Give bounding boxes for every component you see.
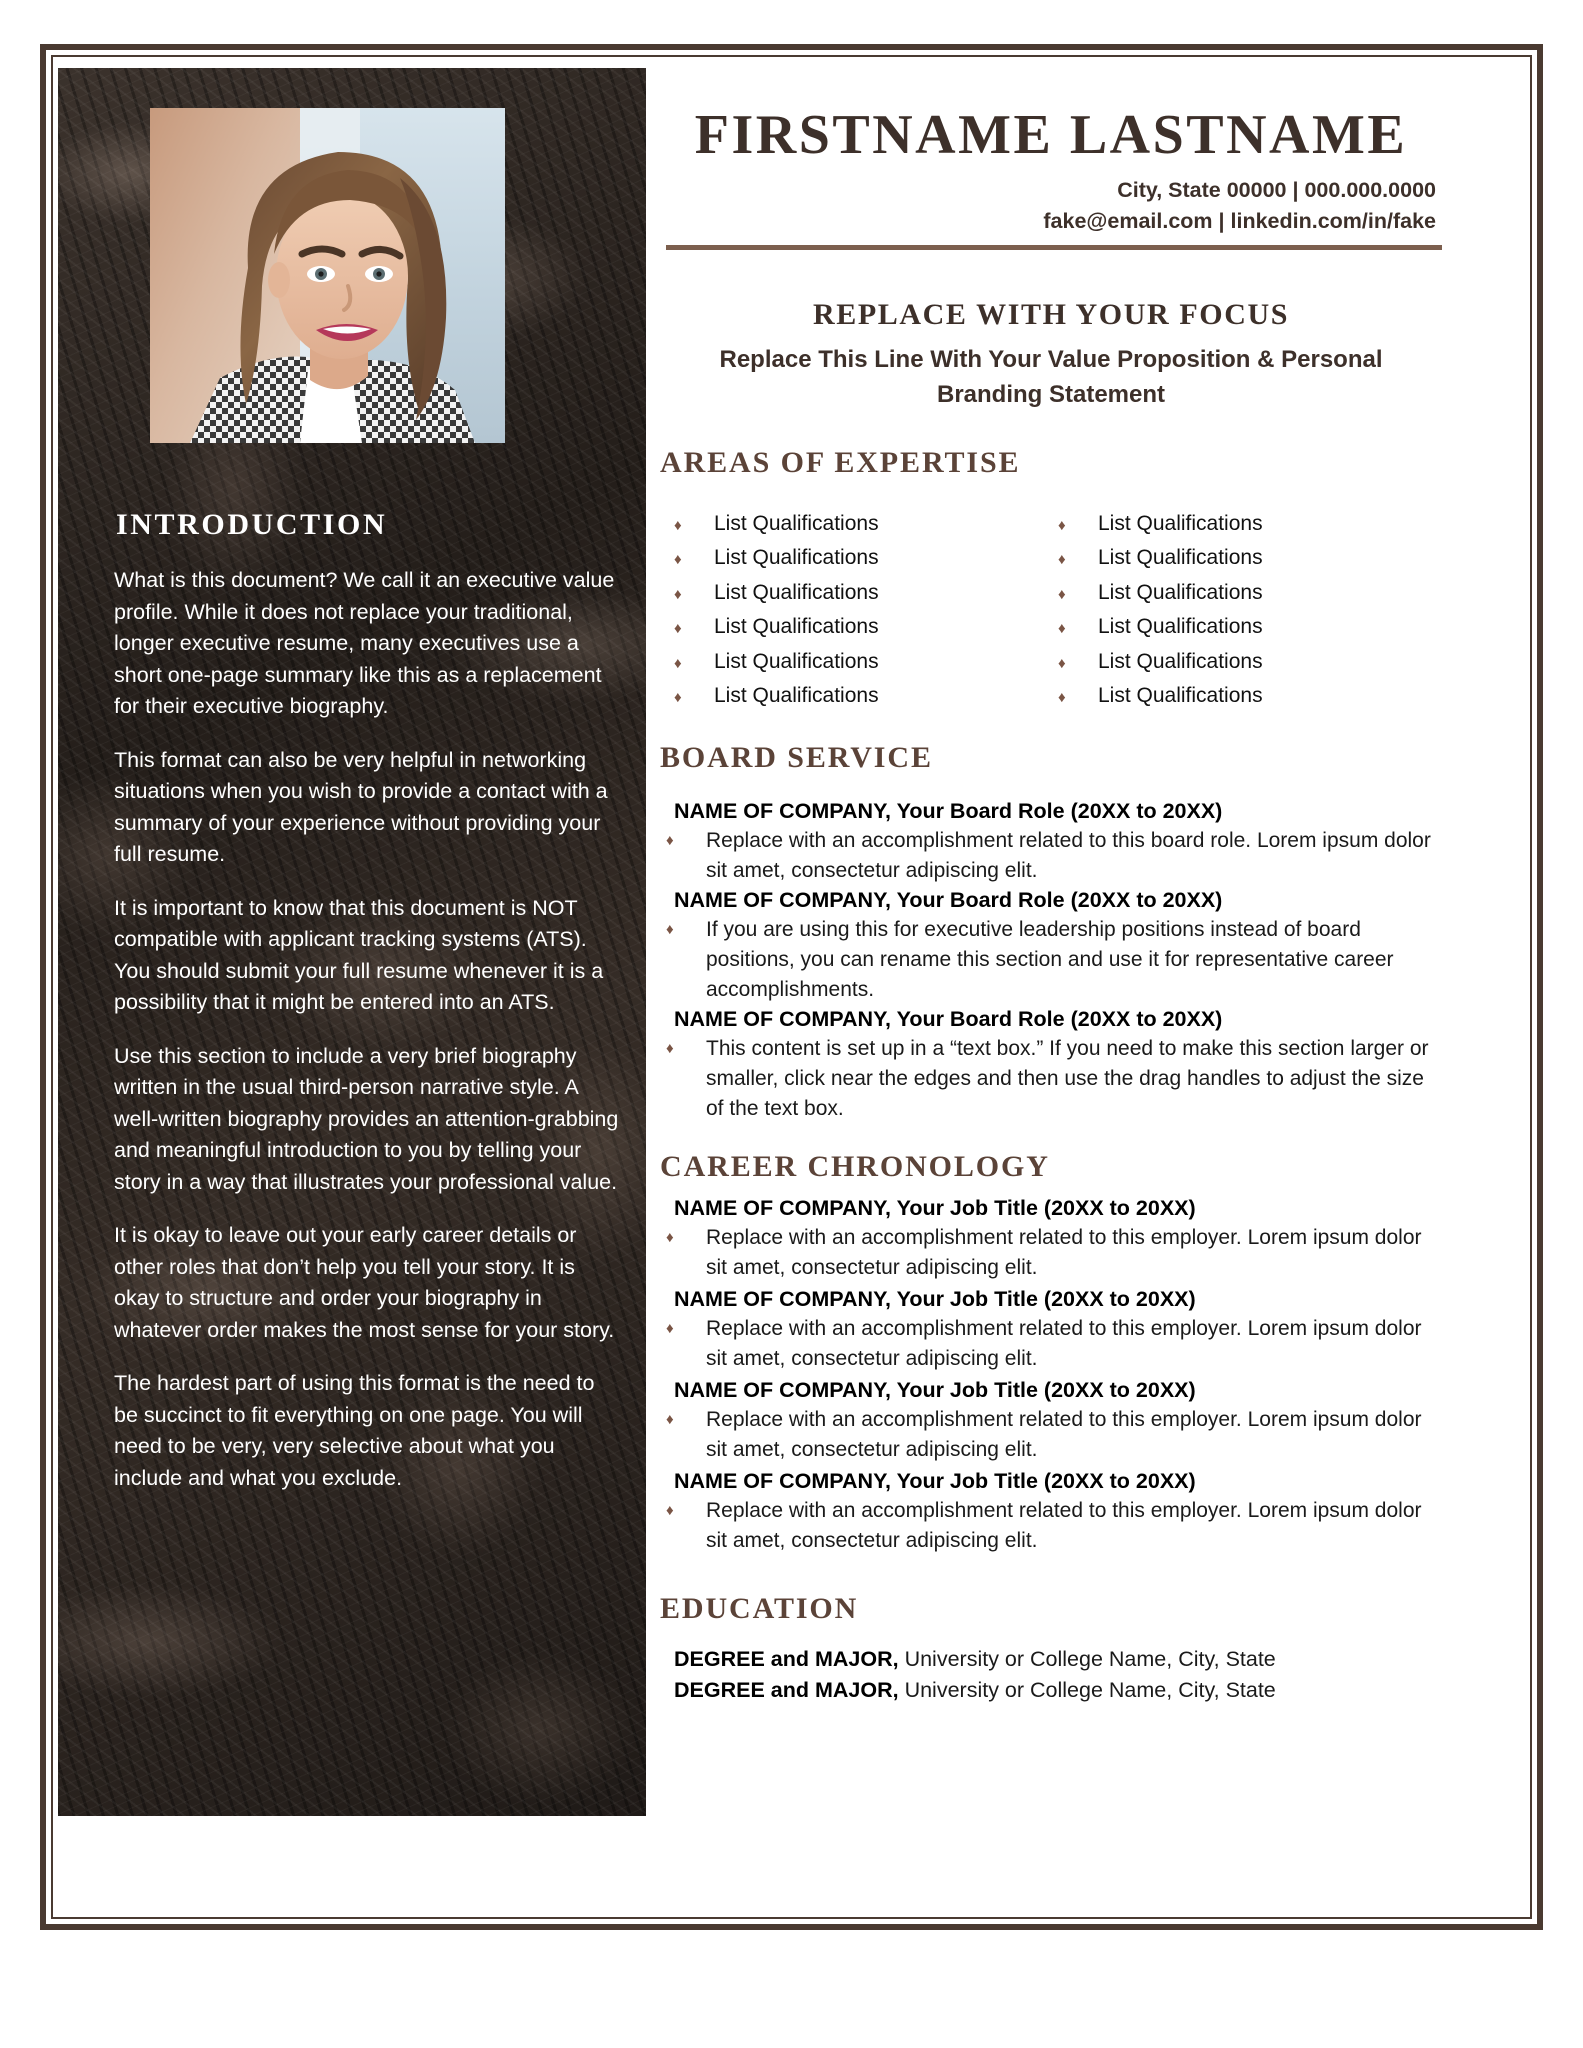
education-heading: EDUCATION — [660, 1591, 859, 1625]
board-entry-title: NAME OF COMPANY, Your Board Role (20XX to 20XX) — [674, 887, 1223, 912]
diamond-bullet-icon: ♦ — [666, 1501, 674, 1519]
diamond-bullet-icon: ♦ — [666, 1039, 674, 1057]
career-entry — [660, 1376, 1442, 1465]
header-divider — [666, 245, 1442, 250]
diamond-bullet-icon: ♦ — [666, 1319, 674, 1337]
board-entry-text: Replace with an accomplishment related to this board role. Lorem ipsum dolor sit amet, consectetur adipiscing elit. — [706, 828, 1431, 882]
board-entry-title: NAME OF COMPANY, Your Board Role (20XX to 20XX) — [674, 1006, 1223, 1031]
expertise-label: List Qualifications — [1098, 684, 1263, 708]
career-entry-title: NAME OF COMPANY, Your Job Title (20XX to 20XX) — [674, 1195, 1196, 1220]
board-entry — [660, 886, 1442, 1005]
expertise-label: List Qualifications — [714, 615, 879, 639]
expertise-label: List Qualifications — [1098, 546, 1263, 570]
career-entry-text: Replace with an accomplishment related to this employer. Lorem ipsum dolor sit amet, consectetur adipiscing elit. — [706, 1498, 1422, 1552]
intro-paragraph: Use this section to include a very brief biography written in the usual third-person narrative style. A well-written biography provides an attention-grabbing and meaningful introduction to you by telling your story in a way that illustrates your professional value. — [114, 1043, 619, 1194]
board-service-entries — [660, 797, 1442, 1124]
expertise-label: List Qualifications — [714, 684, 879, 708]
career-entry-bullet — [660, 1223, 1442, 1283]
expertise-heading: AREAS OF EXPERTISE — [660, 445, 1021, 479]
expertise-label: List Qualifications — [1098, 580, 1263, 604]
diamond-bullet-icon: ♦ — [1058, 585, 1066, 603]
diamond-bullet-icon: ♦ — [1058, 620, 1066, 638]
board-service-heading: BOARD SERVICE — [660, 740, 933, 774]
intro-paragraph: What is this document? We call it an executive value profile. While it does not replace your traditional, longer executive resume, many executives use a short one-page summary like this as a replacement for their executive biography. — [114, 568, 615, 718]
list-item — [1058, 646, 1442, 681]
career-entry-bullet — [660, 1314, 1442, 1374]
education-detail: University or College Name, City, State — [898, 1646, 1276, 1671]
career-entry-bullet — [660, 1405, 1442, 1465]
diamond-bullet-icon: ♦ — [1058, 516, 1066, 534]
list-item — [674, 508, 1058, 543]
diamond-bullet-icon: ♦ — [666, 1410, 674, 1428]
list-item — [1058, 508, 1442, 543]
board-entry-bullet — [660, 826, 1442, 886]
list-item — [1058, 611, 1442, 646]
education-degree: DEGREE and MAJOR, — [674, 1677, 899, 1702]
career-entry-text: Replace with an accomplishment related to this employer. Lorem ipsum dolor sit amet, consectetur adipiscing elit. — [706, 1407, 1422, 1461]
board-entry-bullet — [660, 915, 1442, 1005]
introduction-heading: INTRODUCTION — [116, 508, 388, 541]
page-title: FIRSTNAME LASTNAME — [694, 104, 1408, 166]
list-item — [674, 680, 1058, 715]
expertise-label: List Qualifications — [1098, 511, 1263, 535]
list-item — [1058, 577, 1442, 612]
intro-paragraph: This format can also be very helpful in networking situations when you wish to provide a contact with a summary of your experience without providing your full resume. — [114, 747, 608, 866]
diamond-bullet-icon: ♦ — [1058, 689, 1066, 707]
profile-photo — [150, 108, 505, 443]
board-entry-bullet — [660, 1034, 1442, 1124]
career-entry-title: NAME OF COMPANY, Your Job Title (20XX to 20XX) — [674, 1377, 1196, 1402]
expertise-list — [660, 508, 1442, 715]
list-item — [674, 646, 1058, 681]
list-item — [674, 577, 1058, 612]
focus-heading: REPLACE WITH YOUR FOCUS — [812, 297, 1290, 331]
expertise-column-right — [1058, 508, 1442, 715]
career-entry-title: NAME OF COMPANY, Your Job Title (20XX to 20XX) — [674, 1468, 1196, 1493]
board-entry-title: NAME OF COMPANY, Your Board Role (20XX to 20XX) — [674, 798, 1223, 823]
career-entry — [660, 1467, 1442, 1556]
career-entry-text: Replace with an accomplishment related to this employer. Lorem ipsum dolor sit amet, consectetur adipiscing elit. — [706, 1225, 1422, 1279]
contact-line-1: City, State 00000 | 000.000.0000 — [1117, 177, 1436, 202]
board-entry-text: If you are using this for executive leadership positions instead of board positions, you can rename this section and use it for representative career accomplishments. — [706, 917, 1394, 1001]
diamond-bullet-icon: ♦ — [1058, 654, 1066, 672]
expertise-label: List Qualifications — [714, 580, 879, 604]
intro-paragraph: It is important to know that this document is NOT compatible with applicant tracking systems (ATS). You should submit your full resume whenever it is a possibility that it might be entered into an ATS. — [114, 895, 604, 1014]
education-degree: DEGREE and MAJOR, — [674, 1646, 899, 1671]
introduction-body — [114, 565, 619, 1516]
main-column — [660, 68, 1442, 1706]
sidebar-panel — [58, 68, 646, 1816]
diamond-bullet-icon: ♦ — [674, 620, 682, 638]
diamond-bullet-icon: ♦ — [674, 654, 682, 672]
list-item — [674, 611, 1058, 646]
career-entry — [660, 1194, 1442, 1283]
diamond-bullet-icon: ♦ — [666, 1228, 674, 1246]
board-entry — [660, 1005, 1442, 1124]
profile-photo-image — [150, 108, 505, 443]
education-detail: University or College Name, City, State — [898, 1677, 1276, 1702]
intro-paragraph: The hardest part of using this format is the need to be succinct to fit everything on one page. You will need to be very, very selective about what you include and what you exclude. — [114, 1371, 595, 1490]
expertise-label: List Qualifications — [714, 649, 879, 673]
diamond-bullet-icon: ♦ — [674, 689, 682, 707]
board-entry-text: This content is set up in a “text box.” If you need to make this section larger or smaller, click near the edges and then use the drag handles to adjust the size of the text box. — [706, 1036, 1429, 1120]
education-line — [674, 1644, 1442, 1675]
diamond-bullet-icon: ♦ — [666, 920, 674, 938]
intro-paragraph: It is okay to leave out your early career details or other roles that don’t help you tell your story. It is okay to structure and order your biography in whatever order makes the most sense for your story. — [114, 1223, 615, 1342]
education-line — [674, 1675, 1442, 1706]
expertise-label: List Qualifications — [714, 511, 879, 535]
diamond-bullet-icon: ♦ — [666, 831, 674, 849]
diamond-bullet-icon: ♦ — [674, 551, 682, 569]
career-entry-title: NAME OF COMPANY, Your Job Title (20XX to 20XX) — [674, 1286, 1196, 1311]
list-item — [1058, 680, 1442, 715]
contact-line-2: fake@email.com | linkedin.com/in/fake — [1043, 208, 1436, 233]
expertise-column-left — [674, 508, 1058, 715]
expertise-label: List Qualifications — [1098, 615, 1263, 639]
diamond-bullet-icon: ♦ — [1058, 551, 1066, 569]
career-entry — [660, 1285, 1442, 1374]
career-entry-text: Replace with an accomplishment related to this employer. Lorem ipsum dolor sit amet, consectetur adipiscing elit. — [706, 1316, 1422, 1370]
diamond-bullet-icon: ♦ — [674, 516, 682, 534]
board-entry — [660, 797, 1442, 886]
expertise-label: List Qualifications — [714, 546, 879, 570]
value-proposition: Replace This Line With Your Value Proposition & Personal Branding Statement — [719, 345, 1383, 408]
list-item — [1058, 542, 1442, 577]
education-list — [660, 1644, 1442, 1706]
list-item — [674, 542, 1058, 577]
diamond-bullet-icon: ♦ — [674, 585, 682, 603]
career-entry-bullet — [660, 1496, 1442, 1556]
career-entries — [660, 1194, 1442, 1556]
career-chronology-heading: CAREER CHRONOLOGY — [660, 1149, 1050, 1183]
expertise-label: List Qualifications — [1098, 649, 1263, 673]
